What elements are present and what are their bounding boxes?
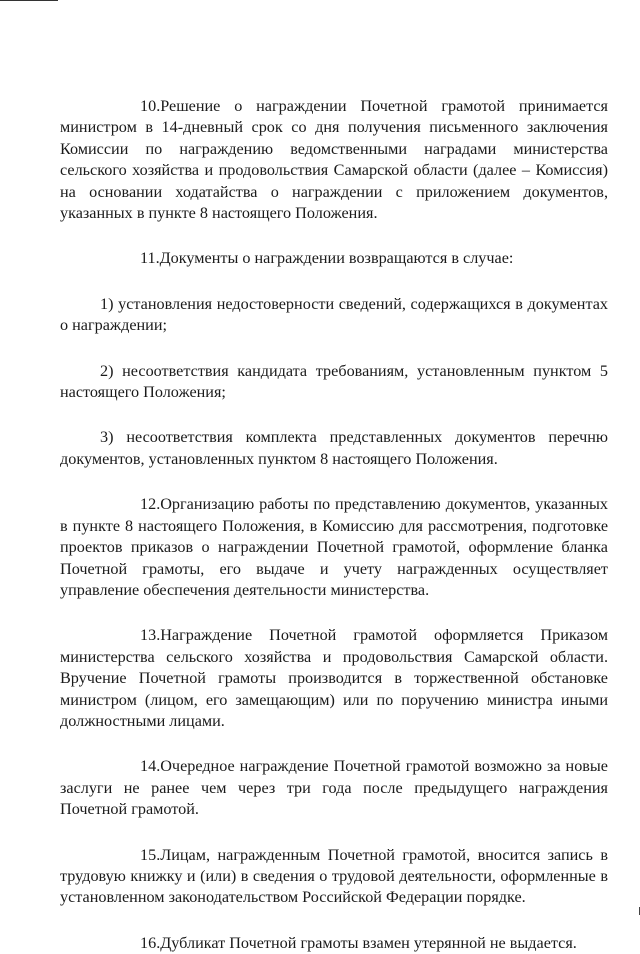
paragraph-text: Лицам, награжденным Почетной грамотой, вносится запись в трудовую книжку и (или) в сведения о трудовой деятельности, оформленные в установленном законодательством Российской Федерации порядке.: [60, 845, 608, 907]
paragraph-text: 2) несоответствия кандидата требованиям, установленным пунктом 5 настоящего Положения;: [60, 361, 608, 402]
paragraph-13: [60, 625, 608, 732]
paragraph-15: [60, 845, 608, 909]
paragraph-text: Документы о награждении возвращаются в случае:: [159, 249, 514, 268]
paragraph-number: 13.: [140, 626, 161, 645]
paragraph-number: 11.: [140, 249, 160, 268]
paragraph-number: 16.: [140, 933, 161, 952]
paragraph-text: 3) несоответствия комплекта представленных документов перечню документов, установленных пунктом 8 настоящего Положения.: [60, 428, 608, 468]
paragraph-16: [60, 933, 608, 954]
paragraph-12: [60, 494, 608, 601]
list-item-3: [60, 427, 608, 470]
scan-edge-mark: [0, 0, 58, 1]
paragraph-number: 12.: [140, 495, 161, 514]
paragraph-text: Дубликат Почетной грамоты взамен утерянной не выдается.: [160, 933, 577, 952]
paragraph-number: 15.: [140, 845, 161, 864]
paragraph-text: Награждение Почетной грамотой оформляется Приказом министерства сельского хозяйства и продовольствия Самарской области. Вручение Почетной грамоты производится в торжественной обстановке министром (лицом, его замещающим) или по поручению министра иными должностными лицами.: [60, 626, 608, 730]
paragraph-number: 14.: [140, 757, 161, 776]
paragraph-14: [60, 756, 608, 820]
paragraph-text: Решение о награждении Почетной грамотой принимается министром в 14-дневный срок со дня получения письменного заключения Комиссии по награждению ведомственными наградами министерства сельского хозяйства и продовольствия Самарской области (далее – Комиссия) на основании ходатайства о награждении с приложением документов, указанных в пункте 8 настоящего Положения.: [60, 97, 608, 223]
paragraph-10: [60, 96, 608, 224]
paragraph-text: Организацию работы по представлению документов, указанных в пункте 8 настоящего Положения, в Комиссию для рассмотрения, подготовке проектов приказов о награждении Почетной грамотой, оформление бланка Почетной грамоты, его выдаче и учету награжденных осуществляет управление обеспечения деятельности министерства.: [60, 495, 608, 599]
paragraph-text: Очередное награждение Почетной грамотой возможно за новые заслуги не ранее чем через три года после предыдущего награждения Почетной грамотой.: [60, 757, 608, 819]
document-body: [60, 96, 608, 954]
paragraph-number: 10.: [140, 97, 161, 115]
list-item-1: [60, 294, 608, 337]
paragraph-11: [60, 248, 608, 269]
paragraph-text: 1) установления недостоверности сведений, содержащихся в документах о награждении;: [60, 294, 608, 335]
list-item-2: [60, 361, 608, 404]
